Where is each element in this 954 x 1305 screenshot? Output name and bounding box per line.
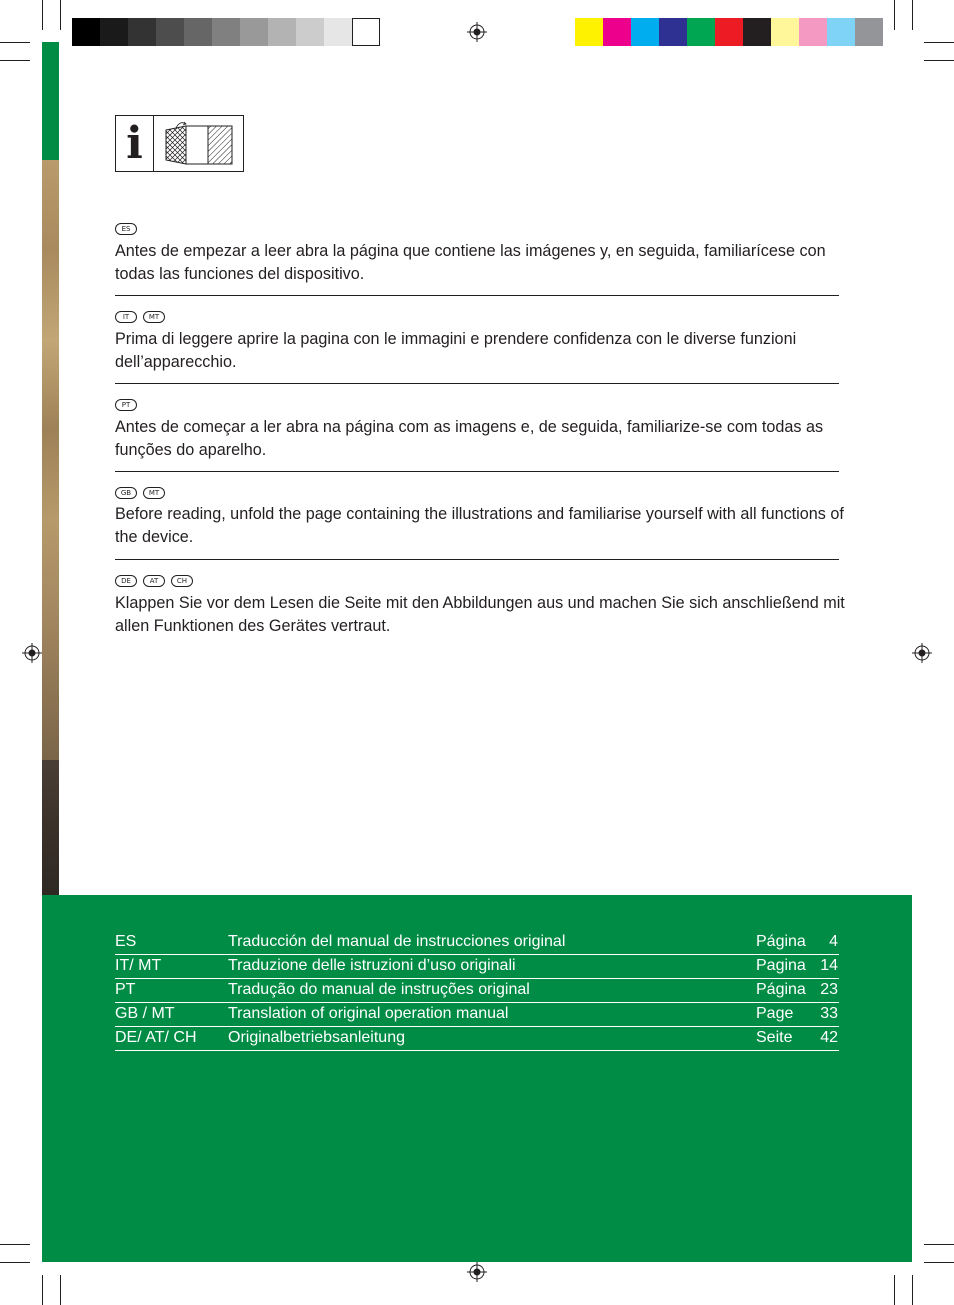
swatch <box>268 18 296 46</box>
toc-row[interactable] <box>115 931 839 955</box>
toc-language: IT/ MT <box>115 957 162 974</box>
language-badge: DE <box>115 575 137 587</box>
toc-language: ES <box>115 933 137 950</box>
toc-row[interactable] <box>115 1003 839 1027</box>
toc-page-word: Página <box>756 981 806 998</box>
swatch <box>855 18 883 46</box>
swatch <box>687 18 715 46</box>
swatch <box>296 18 324 46</box>
swatch <box>827 18 855 46</box>
toc-page-number: 14 <box>820 957 838 974</box>
language-badge: CH <box>171 575 193 587</box>
language-badge: PT <box>115 399 137 411</box>
swatch <box>100 18 128 46</box>
swatch <box>603 18 631 46</box>
language-badges <box>115 311 165 323</box>
divider <box>115 295 839 296</box>
swatch <box>715 18 743 46</box>
toc-page-number: 4 <box>829 933 838 950</box>
language-badges <box>115 575 193 587</box>
swatch <box>631 18 659 46</box>
swatch <box>659 18 687 46</box>
toc-title: Traduzione delle istruzioni d’uso originali <box>228 957 516 974</box>
swatch <box>212 18 240 46</box>
divider <box>115 383 839 384</box>
toc-language: PT <box>115 981 136 998</box>
swatch <box>352 18 380 46</box>
toc-row[interactable] <box>115 1027 839 1051</box>
swatch <box>156 18 184 46</box>
toc-page-number: 33 <box>820 1005 838 1022</box>
toc-row[interactable] <box>115 979 839 1003</box>
registration-mark-icon <box>22 643 42 663</box>
section-text-de: Klappen Sie vor dem Lesen die Seite mit den Abbildungen aus und machen Sie sich anschließend mit allen Funktionen des Gerätes vertraut. <box>115 594 845 635</box>
section-text-es: Antes de empezar a leer abra la página que contiene las imágenes y, en seguida, familiarícese con todas las funciones del dispositivo. <box>115 242 826 283</box>
registration-mark-icon <box>467 22 487 42</box>
toc-title: Tradução do manual de instruções original <box>228 981 530 998</box>
registration-mark-icon <box>912 643 932 663</box>
swatch <box>799 18 827 46</box>
language-badges <box>115 399 137 411</box>
language-badge: AT <box>143 575 165 587</box>
divider <box>115 559 839 560</box>
swatch <box>128 18 156 46</box>
swatch <box>575 18 603 46</box>
toc-title: Translation of original operation manual <box>228 1005 509 1022</box>
info-icon: i <box>116 116 154 171</box>
language-badges <box>115 223 137 235</box>
language-badge: MT <box>143 311 165 323</box>
toc-page-word: Página <box>756 933 806 950</box>
toc-page-word: Pagina <box>756 957 806 974</box>
language-badge: ES <box>115 223 137 235</box>
divider <box>115 471 839 472</box>
toc-language: GB / MT <box>115 1005 175 1022</box>
language-badge: GB <box>115 487 137 499</box>
language-badges <box>115 487 165 499</box>
toc-title: Traducción del manual de instrucciones original <box>228 933 566 950</box>
fold-out-page-icon <box>160 120 240 168</box>
section-text-gb: Before reading, unfold the page containing the illustrations and familiarise yourself with all functions of the device. <box>115 505 844 546</box>
toc-row[interactable] <box>115 955 839 979</box>
toc-title: Originalbetriebsanleitung <box>228 1029 405 1046</box>
toc-page-word: Page <box>756 1005 794 1022</box>
toc-page-number: 23 <box>820 981 838 998</box>
swatch <box>240 18 268 46</box>
swatch <box>184 18 212 46</box>
language-badge: IT <box>115 311 137 323</box>
swatch <box>324 18 352 46</box>
swatch <box>72 18 100 46</box>
swatch <box>771 18 799 46</box>
toc-page-number: 42 <box>820 1029 838 1046</box>
language-badge: MT <box>143 487 165 499</box>
info-box <box>115 115 244 172</box>
swatch <box>743 18 771 46</box>
section-text-pt: Antes de começar a ler abra na página com as imagens e, de seguida, familiarize-se com todas as funções do aparelho. <box>115 418 824 459</box>
registration-mark-icon <box>467 1262 487 1282</box>
toc-language: DE/ AT/ CH <box>115 1029 197 1046</box>
toc-page-word: Seite <box>756 1029 793 1046</box>
section-text-it: Prima di leggere aprire la pagina con le immagini e prendere confidenza con le diverse funzioni dell’apparecchio. <box>115 330 797 371</box>
